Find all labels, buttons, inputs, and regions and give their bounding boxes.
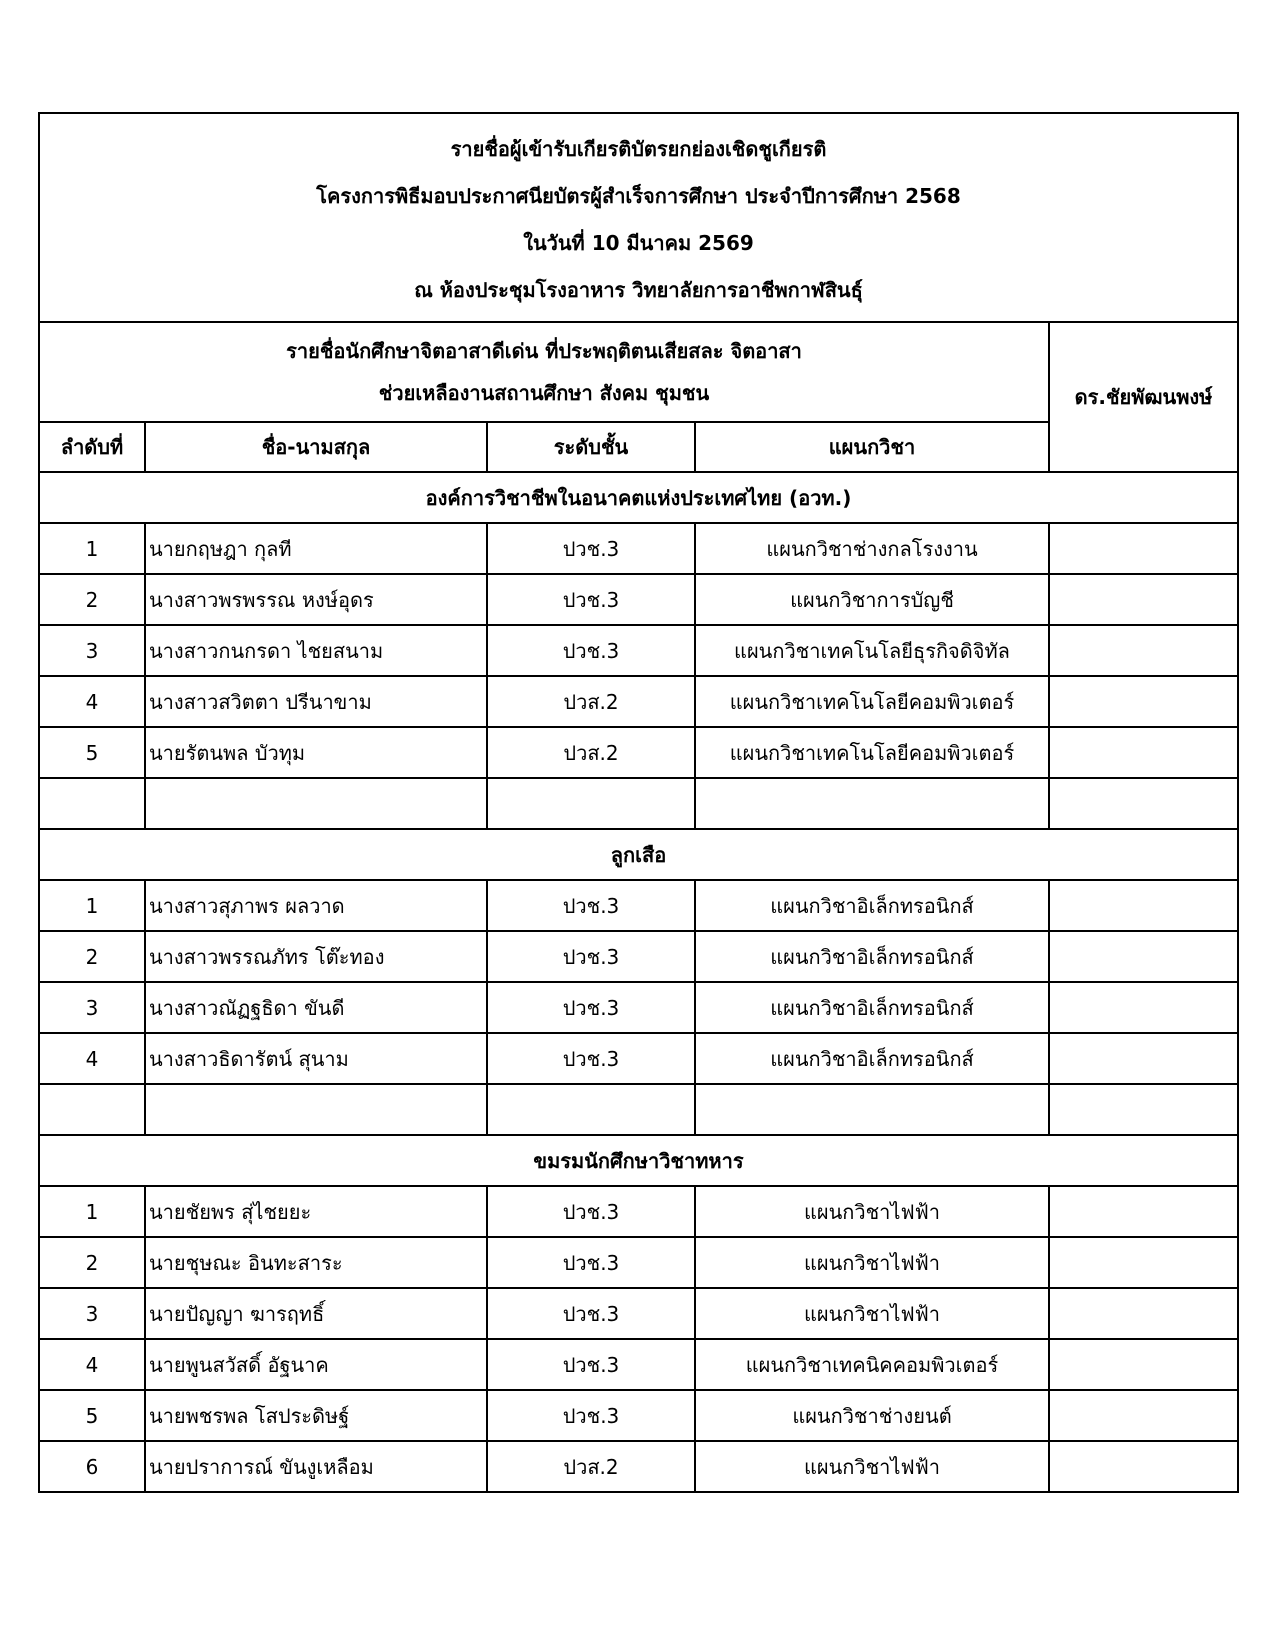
cell-name: นางสาวสุภาพร ผลวาด [145,880,487,931]
cell-signature [1049,1033,1238,1084]
cell-level: ปวช.3 [487,982,695,1033]
honor-list-table [38,112,1239,1493]
cell-level: ปวส.2 [487,1441,695,1492]
table-row [39,727,1238,778]
cell-signature [1049,778,1238,829]
cell-name: นางสาวพรพรรณ หงษ์อุดร [145,574,487,625]
cell-name: นางสาวสวิตตา ปรีนาขาม [145,676,487,727]
cell-dept: แผนกวิชาอิเล็กทรอนิกส์ [695,880,1049,931]
cell-name: นางสาวพรรณภัทร โต๊ะทอง [145,931,487,982]
cell-dept: แผนกวิชาเทคโนโลยีคอมพิวเตอร์ [695,727,1049,778]
table-row [39,1084,1238,1135]
column-header-no: ลำดับที่ [39,422,145,472]
cell-level: ปวช.3 [487,574,695,625]
cell-level: ปวช.3 [487,880,695,931]
cell-level: ปวช.3 [487,1390,695,1441]
cell-no: 3 [39,1288,145,1339]
table-row [39,1288,1238,1339]
cell-no: 5 [39,1390,145,1441]
cell-name: นายชัยพร สุ่ไชยยะ [145,1186,487,1237]
cell-level: ปวช.3 [487,523,695,574]
cell-signature [1049,1339,1238,1390]
cell-dept: แผนกวิชาเทคโนโลยีธุรกิจดิจิทัล [695,625,1049,676]
cell-signature [1049,982,1238,1033]
cell-level: ปวส.2 [487,676,695,727]
cell-no: 4 [39,1339,145,1390]
cell-dept: แผนกวิชาอิเล็กทรอนิกส์ [695,982,1049,1033]
cell-no: 4 [39,1033,145,1084]
cell-dept: แผนกวิชาเทคนิคคอมพิวเตอร์ [695,1339,1049,1390]
cell-name: นายพชรพล โสประดิษฐ์ [145,1390,487,1441]
cell-no: 3 [39,625,145,676]
cell-no: 6 [39,1441,145,1492]
table-row [39,523,1238,574]
header-date: ในวันที่ 10 มีนาคม 2569 [523,230,754,255]
cell-no: 1 [39,523,145,574]
section-header-row [39,829,1238,880]
signer-name: ดร.ชัยพัฒนพงษ์ [1049,322,1238,472]
table-row [39,1033,1238,1084]
table-row [39,1390,1238,1441]
column-header-level: ระดับชั้น [487,422,695,472]
cell-name: นายชุษณะ อินทะสาระ [145,1237,487,1288]
cell-no: 2 [39,1237,145,1288]
cell-dept: แผนกวิชาช่างกลโรงงาน [695,523,1049,574]
cell-level: ปวช.3 [487,625,695,676]
cell-dept: แผนกวิชาไฟฟ้า [695,1186,1049,1237]
cell-no [39,1084,145,1135]
table-row [39,676,1238,727]
table-row [39,931,1238,982]
cell-signature [1049,1441,1238,1492]
cell-dept: แผนกวิชาอิเล็กทรอนิกส์ [695,931,1049,982]
cell-level [487,1084,695,1135]
cell-dept: แผนกวิชาเทคโนโลยีคอมพิวเตอร์ [695,676,1049,727]
section-title: ขมรมนักศึกษาวิชาทหาร [39,1135,1238,1186]
cell-name: นายพูนสวัสดิ์ อัฐนาค [145,1339,487,1390]
section-title: ลูกเสือ [39,829,1238,880]
cell-no [39,778,145,829]
cell-no: 3 [39,982,145,1033]
cell-dept [695,1084,1049,1135]
column-header-name: ชื่อ-นามสกุล [145,422,487,472]
cell-level: ปวช.3 [487,1339,695,1390]
table-row [39,1237,1238,1288]
table-row [39,1441,1238,1492]
cell-level: ปวช.3 [487,931,695,982]
cell-name: นายปัญญา ฆารฤทธิ์ [145,1288,487,1339]
cell-signature [1049,1186,1238,1237]
cell-signature [1049,1084,1238,1135]
header-project: โครงการพิธีมอบประกาศนียบัตรผู้สำเร็จการศึกษา ประจำปีการศึกษา 2568 [316,183,961,208]
document-header [39,113,1238,322]
table-row [39,574,1238,625]
section-header-row [39,472,1238,523]
cell-name: นายรัตนพล บัวทุม [145,727,487,778]
table-row [39,982,1238,1033]
cell-level: ปวช.3 [487,1288,695,1339]
cell-name [145,778,487,829]
header-title: รายชื่อผู้เข้ารับเกียรติบัตรยกย่องเชิดชูเกียรติ [450,136,827,161]
section-title: องค์การวิชาชีพในอนาคตแห่งประเทศไทย (อวท.) [39,472,1238,523]
cell-name: นายกฤษฎา กุลที [145,523,487,574]
cell-dept: แผนกวิชาการบัญชี [695,574,1049,625]
cell-level: ปวช.3 [487,1033,695,1084]
cell-signature [1049,574,1238,625]
table-row [39,1186,1238,1237]
table-row [39,778,1238,829]
cell-level: ปวช.3 [487,1186,695,1237]
cell-no: 1 [39,880,145,931]
table-row [39,625,1238,676]
cell-signature [1049,880,1238,931]
cell-level [487,778,695,829]
subheader [39,322,1049,422]
table-row [39,880,1238,931]
cell-signature [1049,1390,1238,1441]
cell-level: ปวช.3 [487,1237,695,1288]
cell-no: 2 [39,931,145,982]
cell-level: ปวส.2 [487,727,695,778]
cell-no: 2 [39,574,145,625]
cell-signature [1049,1237,1238,1288]
subheader-line1: รายชื่อนักศึกษาจิตอาสาดีเด่น ที่ประพฤติตนเสียสละ จิตอาสา [286,339,802,363]
cell-no: 5 [39,727,145,778]
cell-signature [1049,523,1238,574]
cell-dept: แผนกวิชาไฟฟ้า [695,1441,1049,1492]
cell-signature [1049,1288,1238,1339]
cell-name: นายปราการณ์ ขันงูเหลือม [145,1441,487,1492]
document-sheet [38,112,1237,1493]
cell-dept [695,778,1049,829]
table-row [39,1339,1238,1390]
cell-signature [1049,727,1238,778]
cell-name: นางสาวณัฏฐธิดา ขันดี [145,982,487,1033]
cell-dept: แผนกวิชาช่างยนต์ [695,1390,1049,1441]
cell-no: 1 [39,1186,145,1237]
cell-signature [1049,931,1238,982]
column-header-dept: แผนกวิชา [695,422,1049,472]
cell-signature [1049,676,1238,727]
cell-dept: แผนกวิชาไฟฟ้า [695,1237,1049,1288]
cell-signature [1049,625,1238,676]
cell-dept: แผนกวิชาไฟฟ้า [695,1288,1049,1339]
header-venue: ณ ห้องประชุมโรงอาหาร วิทยาลัยการอาชีพกาฬสินธุ์ [414,277,863,302]
cell-no: 4 [39,676,145,727]
cell-dept: แผนกวิชาอิเล็กทรอนิกส์ [695,1033,1049,1084]
subheader-line2: ช่วยเหลืองานสถานศึกษา สังคม ชุมชน [378,381,710,405]
cell-name: นางสาวธิดารัตน์ สุนาม [145,1033,487,1084]
cell-name [145,1084,487,1135]
section-header-row [39,1135,1238,1186]
cell-name: นางสาวกนกรดา ไชยสนาม [145,625,487,676]
